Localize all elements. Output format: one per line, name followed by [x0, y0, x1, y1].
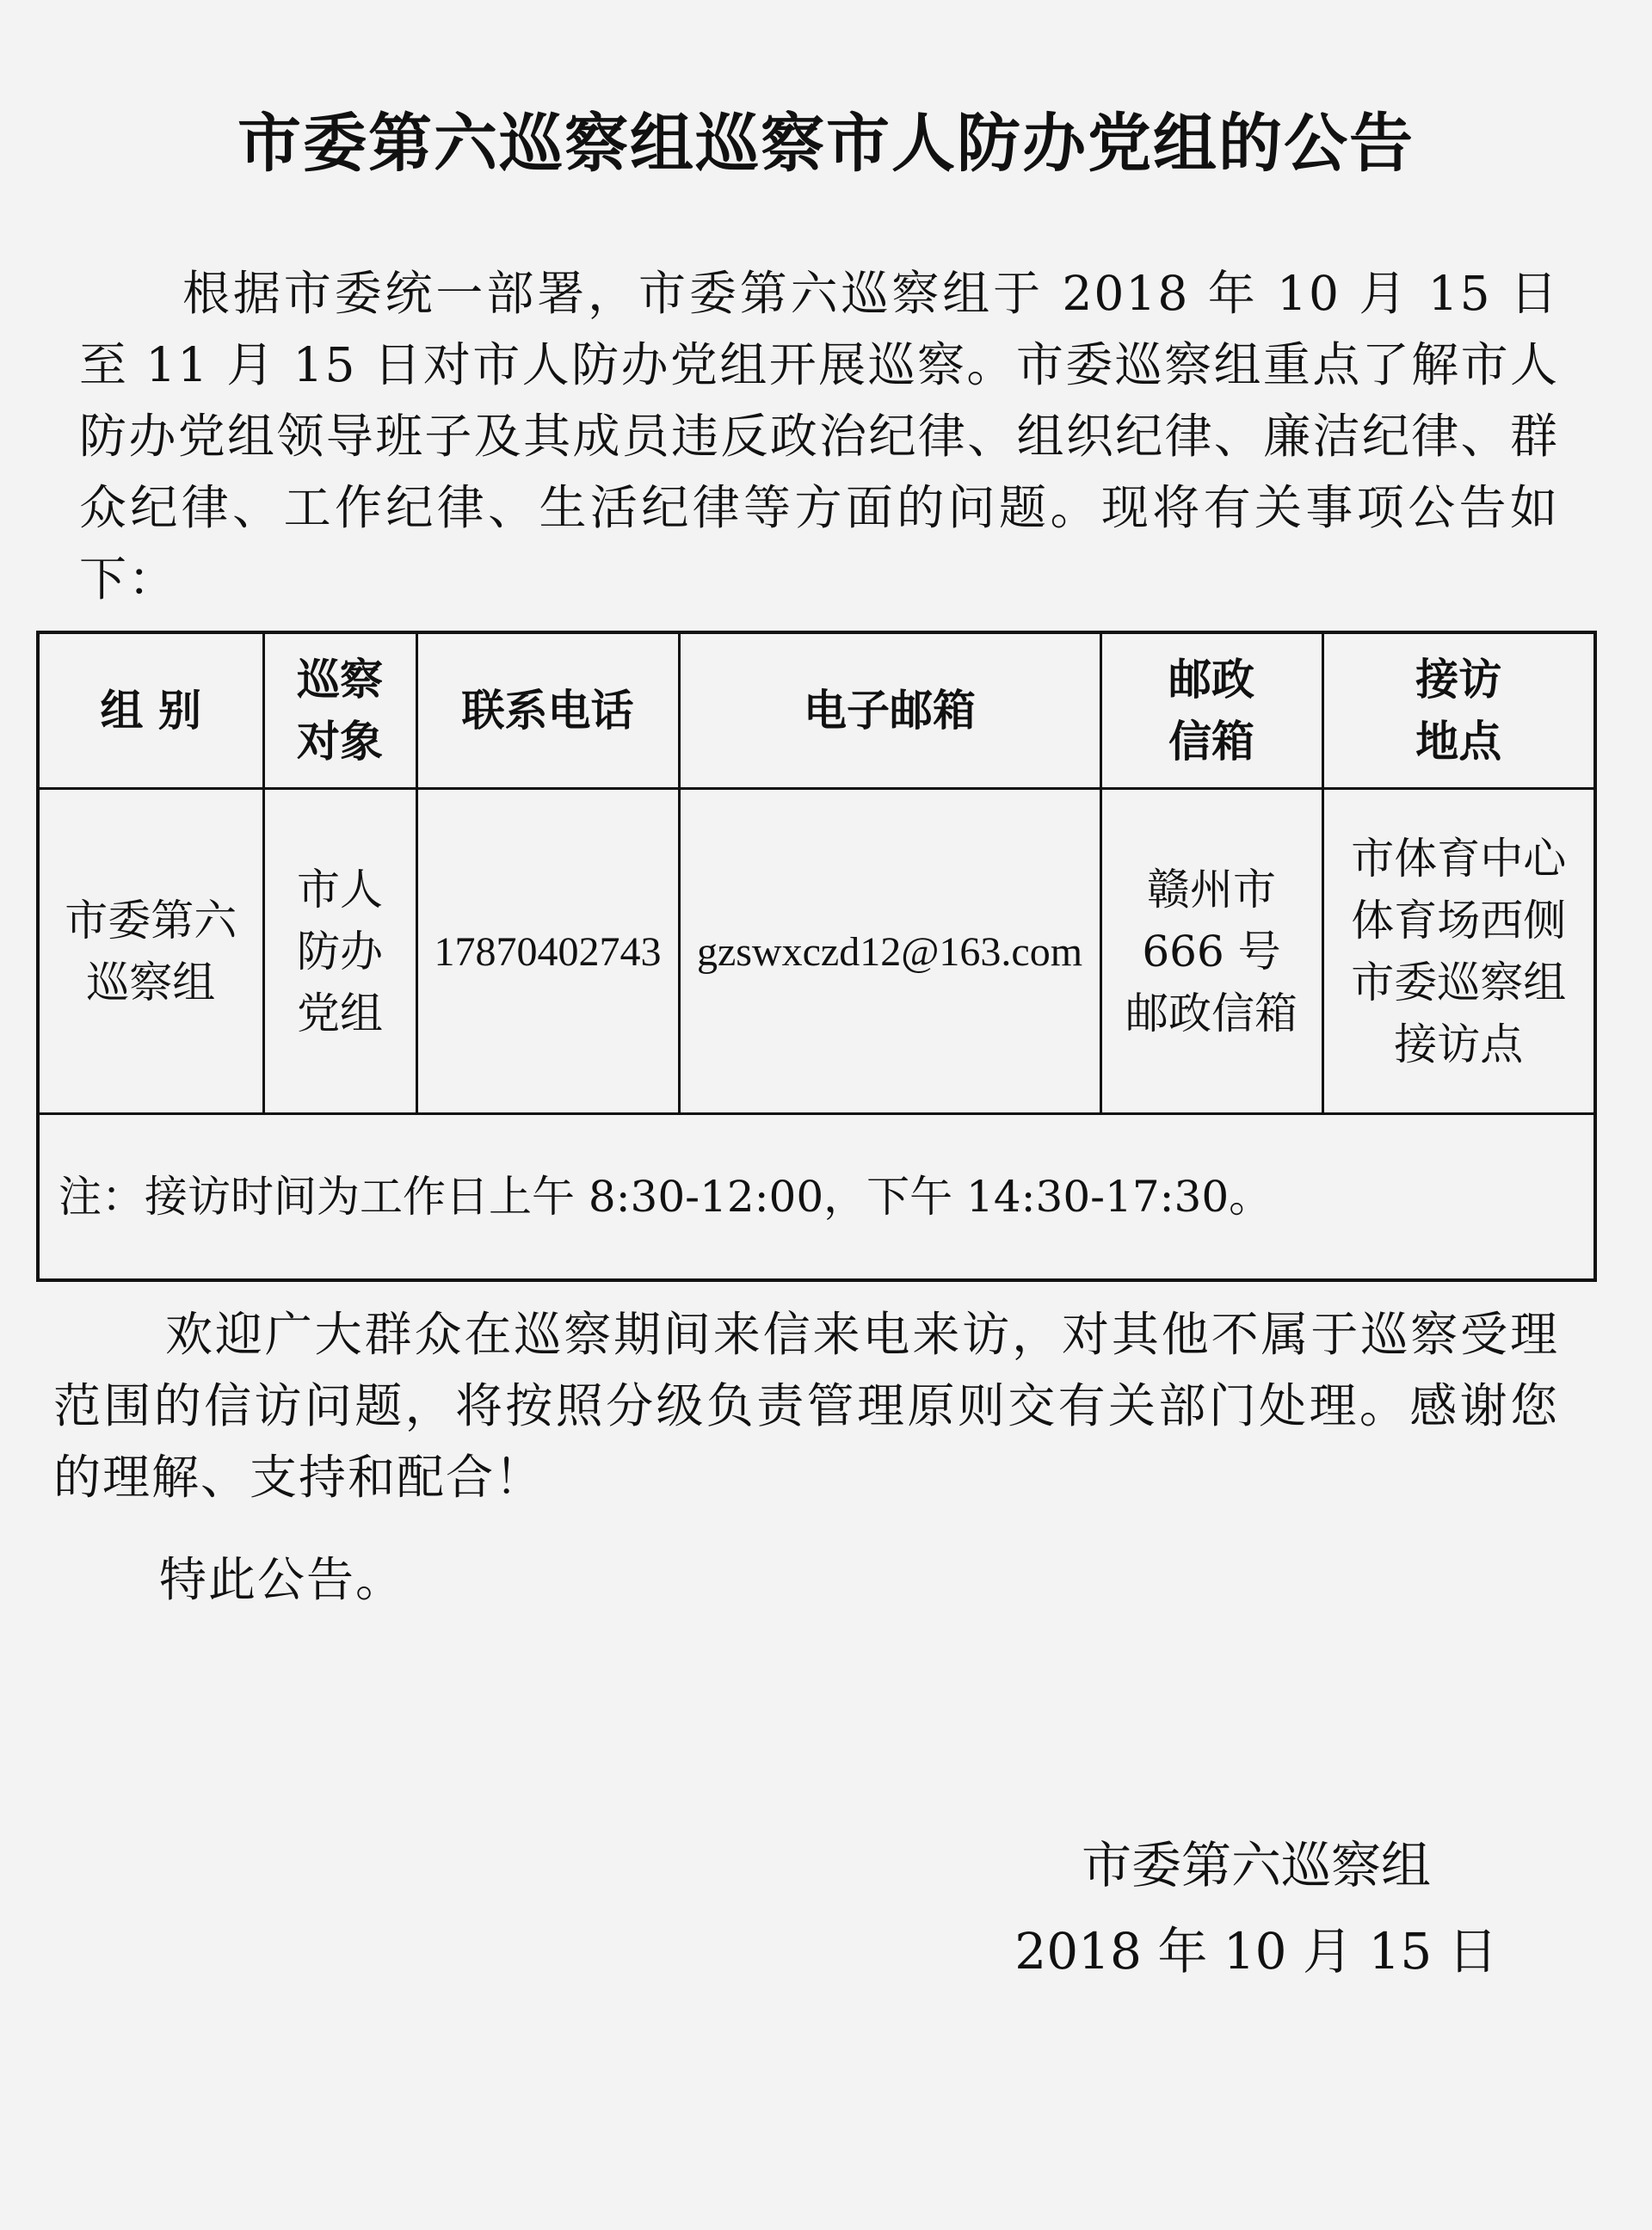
signature-block [981, 1822, 1532, 1994]
contact-table [36, 631, 1597, 1282]
cell-mailbox: 赣州市 666 号 邮政信箱 [1100, 789, 1322, 1114]
header-reception-site: 接访 地点 [1322, 632, 1595, 789]
signature-date: 2018 年 10 月 15 日 [1014, 1922, 1498, 1981]
cell-phone: 17870402743 [416, 789, 679, 1114]
header-target: 巡察 对象 [263, 632, 416, 789]
table-header-row [38, 632, 1595, 789]
intro-paragraph: 根据市委统一部署，市委第六巡察组于 2018 年 10 月 15 日至 11 月 15 日对市人防办党组开展巡察。市委巡察组重点了解市人防办党组领导班子及其成员违反政治纪律、组织纪律、廉洁纪律、群众纪律、工作纪律、生活纪律等方面的问题。现将有关事项公告如下： [79, 266, 1559, 607]
table-note-row [38, 1114, 1595, 1281]
reception-hours-note: 注：接访时间为工作日上午 8:30-12:00，下午 14:30-17:30。 [38, 1114, 1595, 1281]
cell-reception-site: 市体育中心 体育场西侧 市委巡察组 接访点 [1322, 789, 1595, 1114]
signature-org: 市委第六巡察组 [1081, 1836, 1431, 1894]
header-phone: 联系电话 [416, 632, 679, 789]
cell-group: 市委第六 巡察组 [38, 789, 263, 1114]
cell-target: 市人 防办 党组 [263, 789, 416, 1114]
closing-paragraph: 欢迎广大群众在巡察期间来信来电来访，对其他不属于巡察受理范围的信访问题，将按照分级负责管理原则交有关部门处理。感谢您的理解、支持和配合！ [53, 1307, 1559, 1505]
header-mailbox: 邮政 信箱 [1100, 632, 1322, 789]
header-group: 组 别 [38, 632, 263, 789]
cell-email: gzswxczd12@163.com [679, 789, 1100, 1114]
page-title: 市委第六巡察组巡察市人防办党组的公告 [237, 107, 1415, 181]
ending-line: 特此公告。 [159, 1552, 405, 1607]
table-row [38, 789, 1595, 1114]
header-email: 电子邮箱 [679, 632, 1100, 789]
